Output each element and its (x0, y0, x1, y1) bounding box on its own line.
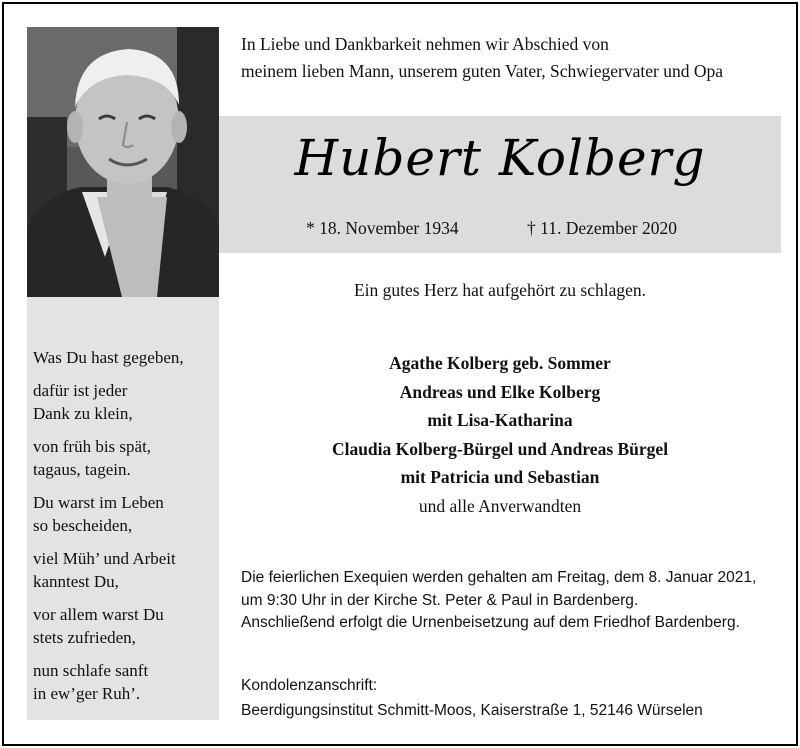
poem (33, 346, 215, 715)
poem-stanza (33, 379, 215, 425)
poem-stanza (33, 603, 215, 649)
poem-line: in ew’ger Ruh’. (33, 684, 141, 703)
deceased-name: Hubert Kolberg (294, 129, 706, 187)
poem-line: kanntest Du, (33, 572, 119, 591)
poem-line: stets zufrieden, (33, 628, 136, 647)
poem-stanza (33, 547, 215, 593)
poem-line: von früh bis spät, (33, 437, 152, 456)
poem-line: tagaus, tagein. (33, 460, 131, 479)
funeral-notice (241, 567, 786, 635)
notice-line: Die feierlichen Exequien werden gehalten am Freitag, dem 8. Januar 2021, (241, 569, 757, 586)
family-list (219, 349, 781, 520)
family-member: Claudia Kolberg-Bürgel und Andreas Bürgel (331, 438, 669, 459)
poem-line: dafür ist jeder (33, 381, 128, 400)
intro-line: In Liebe und Dankbarkeit nehmen wir Abschied von (241, 34, 609, 54)
poem-stanza (33, 346, 215, 369)
intro-line: meinem lieben Mann, unserem guten Vater, Schwiegervater und Opa (241, 61, 724, 81)
poem-line: Was Du hast gegeben, (33, 348, 184, 367)
poem-line: Dank zu klein, (33, 404, 133, 423)
condolence-address (241, 673, 786, 723)
poem-line: so bescheiden, (33, 516, 133, 535)
family-member: Agathe Kolberg geb. Sommer (389, 353, 611, 373)
motto: Ein gutes Herz hat aufgehört zu schlagen. (353, 280, 647, 300)
poem-line: Du warst im Leben (33, 493, 164, 512)
portrait-photo (27, 27, 219, 297)
poem-stanza (33, 659, 215, 705)
family-member: mit Patricia und Sebastian (400, 467, 600, 487)
intro-text (241, 31, 781, 85)
poem-line: nun schlafe sanft (33, 661, 149, 680)
poem-stanza (33, 435, 215, 481)
notice-line: Anschließend erfolgt die Urnenbeisetzung auf dem Friedhof Bardenberg. (241, 614, 740, 631)
poem-line: viel Müh’ und Arbeit (33, 549, 176, 568)
family-relatives: und alle Anverwandten (418, 495, 582, 516)
birth-date: * 18. November 1934 (306, 218, 459, 238)
poem-line: vor allem warst Du (33, 605, 164, 624)
family-member: mit Lisa-Katharina (427, 410, 573, 430)
poem-stanza (33, 491, 215, 537)
condolence-label: Kondolenzanschrift: (241, 677, 378, 694)
portrait-illustration (27, 27, 219, 297)
condolence-address-line: Beerdigungsinstitut Schmitt-Moos, Kaiserstraße 1, 52146 Würselen (241, 702, 703, 719)
death-date: † 11. Dezember 2020 (527, 218, 677, 238)
family-member: Andreas und Elke Kolberg (399, 381, 601, 402)
notice-line: um 9:30 Uhr in der Kirche St. Peter & Paul in Bardenberg. (241, 591, 639, 609)
